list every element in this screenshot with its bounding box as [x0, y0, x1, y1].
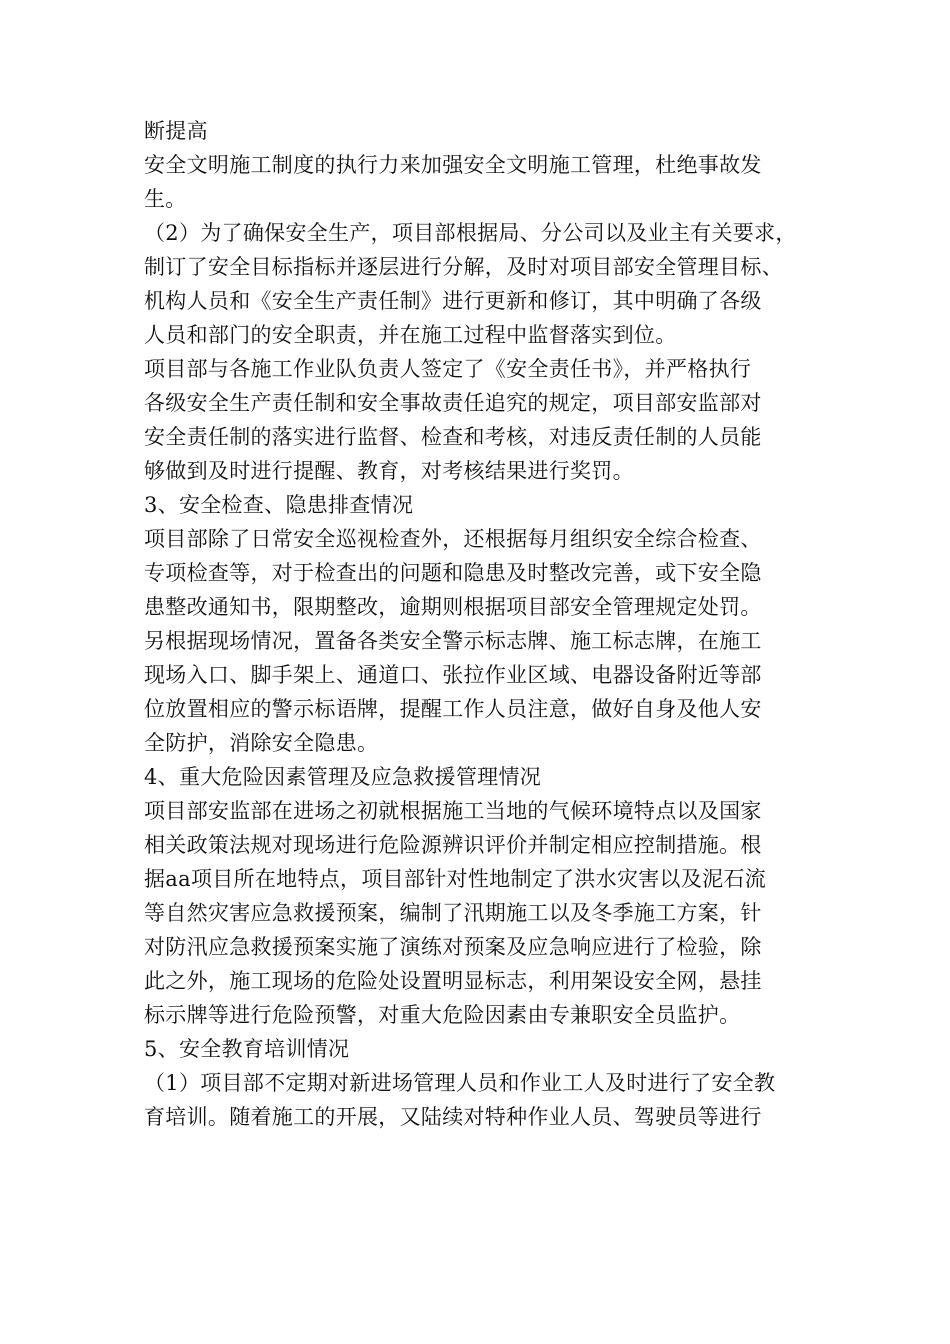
text-line: 据aa项目所在地特点，项目部针对性地制定了洪水灾害以及泥石流	[144, 867, 767, 891]
text-line: 位放置相应的警示标语牌，提醒工作人员注意，做好自身及他人安	[144, 697, 762, 721]
text-line: 机构人员和《安全生产责任制》进行更新和修订，其中明确了各级	[144, 289, 762, 313]
text-line: 安全文明施工制度的执行力来加强安全文明施工管理，杜绝事故发	[144, 153, 762, 177]
section-heading: 3、安全检查、隐患排查情况	[144, 493, 414, 517]
text-line: （1）项目部不定期对新进场管理人员和作业工人及时进行了安全教	[144, 1071, 776, 1095]
text-line: 项目部安监部在进场之初就根据施工当地的气候环境特点以及国家	[144, 799, 762, 823]
text-line: 断提高	[144, 119, 208, 143]
body-text	[144, 114, 844, 1134]
text-line: 项目部除了日常安全巡视检查外，还根据每月组织安全综合检查、	[144, 527, 762, 551]
text-line: 对防汛应急救援预案实施了演练对预案及应急响应进行了检验，除	[144, 935, 762, 959]
text-line: 制订了安全目标指标并逐层进行分解，及时对项目部安全管理目标、	[144, 255, 783, 279]
text-line: 全防护，消除安全隐患。	[144, 731, 379, 755]
text-line: 各级安全生产责任制和安全事故责任追究的规定，项目部安监部对	[144, 391, 762, 415]
text-line: 项目部与各施工作业队负责人签定了《安全责任书》，并严格执行	[144, 357, 752, 381]
text-line: 现场入口、脚手架上、通道口、张拉作业区域、电器设备附近等部	[144, 663, 762, 687]
text-line: 专项检查等，对于检查出的问题和隐患及时整改完善，或下安全隐	[144, 561, 762, 585]
section-heading: 4、重大危险因素管理及应急救援管理情况	[144, 765, 542, 789]
text-line: 够做到及时进行提醒、教育，对考核结果进行奖罚。	[144, 459, 634, 483]
text-line: 患整改通知书，限期整改，逾期则根据项目部安全管理规定处罚。	[144, 595, 762, 619]
text-line: 生。	[144, 187, 187, 211]
text-line: 相关政策法规对现场进行危险源辨识评价并制定相应控制措施。根	[144, 833, 762, 857]
text-line: （2）为了确保安全生产，项目部根据局、分公司以及业主有关要求，	[144, 221, 797, 245]
text-line: 育培训。随着施工的开展，又陆续对特种作业人员、驾驶员等进行	[144, 1105, 762, 1129]
text-line: 此之外，施工现场的危险处设置明显标志，利用架设安全网，悬挂	[144, 969, 762, 993]
text-line: 另根据现场情况，置备各类安全警示标志牌、施工标志牌，在施工	[144, 629, 762, 653]
section-heading: 5、安全教育培训情况	[144, 1037, 350, 1061]
text-line: 等自然灾害应急救援预案，编制了汛期施工以及冬季施工方案，针	[144, 901, 762, 925]
text-line: 人员和部门的安全职责，并在施工过程中监督落实到位。	[144, 323, 677, 347]
text-line: 标示牌等进行危险预警，对重大危险因素由专兼职安全员监护。	[144, 1003, 741, 1027]
text-line: 安全责任制的落实进行监督、检查和考核，对违反责任制的人员能	[144, 425, 762, 449]
